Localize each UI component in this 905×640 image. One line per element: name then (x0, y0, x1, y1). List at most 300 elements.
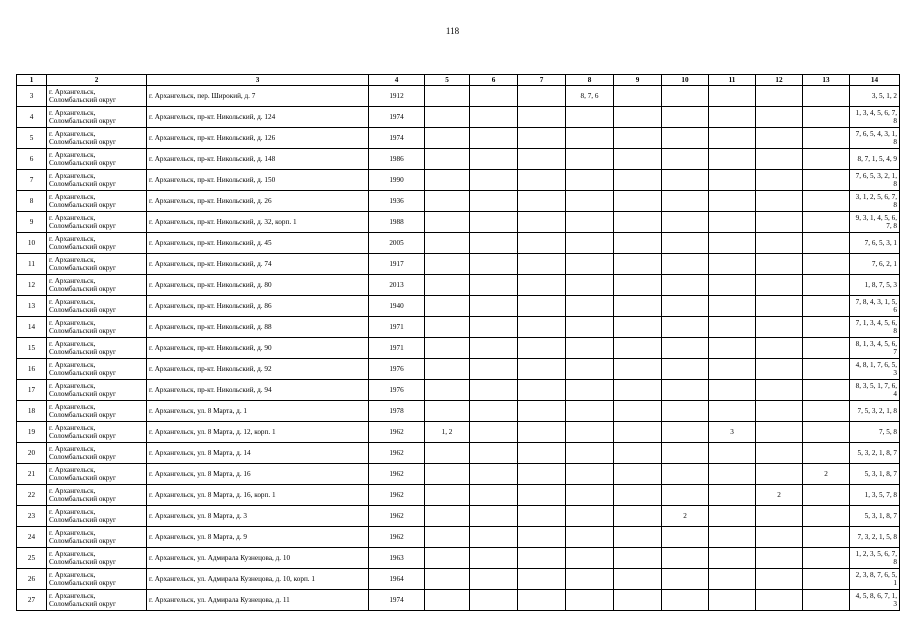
col11-cell (709, 170, 756, 191)
col7-cell (518, 443, 566, 464)
year-cell: 1912 (369, 86, 425, 107)
col7-cell (518, 422, 566, 443)
col13-cell: 2 (803, 464, 850, 485)
col12-cell (756, 380, 803, 401)
row-number-cell: 27 (17, 590, 47, 611)
year-cell: 2005 (369, 233, 425, 254)
col14-cell: 1, 3, 5, 7, 8 (850, 485, 900, 506)
address-cell: г. Архангельск, пр-кт. Никольский, д. 80 (147, 275, 369, 296)
col10-cell (662, 359, 709, 380)
table-row (17, 338, 900, 359)
col5-cell (425, 464, 470, 485)
table-row (17, 191, 900, 212)
col13-cell (803, 275, 850, 296)
table-row (17, 170, 900, 191)
col8-cell (566, 149, 614, 170)
col14-cell: 1, 2, 3, 5, 6, 7, 8 (850, 548, 900, 569)
col11-cell (709, 443, 756, 464)
col14-cell: 8, 3, 5, 1, 7, 6, 4 (850, 380, 900, 401)
table-row (17, 86, 900, 107)
col14-cell: 7, 6, 2, 1 (850, 254, 900, 275)
year-cell: 1978 (369, 401, 425, 422)
row-number-cell: 11 (17, 254, 47, 275)
col9-cell (614, 359, 662, 380)
col7-cell (518, 191, 566, 212)
year-cell: 1974 (369, 590, 425, 611)
col6-cell (470, 380, 518, 401)
col5-cell (425, 569, 470, 590)
col14-cell: 1, 3, 4, 5, 6, 7, 8 (850, 107, 900, 128)
col11-cell (709, 107, 756, 128)
col8-cell (566, 296, 614, 317)
col10-cell (662, 401, 709, 422)
col14-cell: 7, 8, 4, 3, 1, 5, 6 (850, 296, 900, 317)
col14-cell: 4, 5, 8, 6, 7, 1, 3 (850, 590, 900, 611)
col6-cell (470, 401, 518, 422)
col8-cell (566, 569, 614, 590)
col11-cell (709, 338, 756, 359)
col11-cell (709, 485, 756, 506)
col5-cell (425, 254, 470, 275)
col9-cell (614, 569, 662, 590)
column-header-14: 14 (850, 75, 900, 86)
col8-cell (566, 233, 614, 254)
col14-cell: 7, 6, 5, 3, 1 (850, 233, 900, 254)
col7-cell (518, 485, 566, 506)
col12-cell (756, 86, 803, 107)
col9-cell (614, 527, 662, 548)
table-row (17, 569, 900, 590)
col7-cell (518, 149, 566, 170)
district-cell: г. Архангельск, Соломбальский округ (47, 569, 147, 590)
col8-cell (566, 506, 614, 527)
col8-cell (566, 443, 614, 464)
district-cell: г. Архангельск, Соломбальский округ (47, 107, 147, 128)
col14-cell: 1, 8, 7, 5, 3 (850, 275, 900, 296)
col10-cell (662, 380, 709, 401)
col6-cell (470, 590, 518, 611)
row-number-cell: 25 (17, 548, 47, 569)
col14-cell: 8, 7, 1, 5, 4, 9 (850, 149, 900, 170)
district-cell: г. Архангельск, Соломбальский округ (47, 443, 147, 464)
row-number-cell: 5 (17, 128, 47, 149)
address-cell: г. Архангельск, ул. Адмирала Кузнецова, д. 10, корп. 1 (147, 569, 369, 590)
col12-cell (756, 422, 803, 443)
col13-cell (803, 86, 850, 107)
col12-cell (756, 212, 803, 233)
col9-cell (614, 422, 662, 443)
col6-cell (470, 296, 518, 317)
col8-cell (566, 548, 614, 569)
district-cell: г. Архангельск, Соломбальский округ (47, 149, 147, 170)
col13-cell (803, 485, 850, 506)
year-cell: 1974 (369, 107, 425, 128)
col7-cell (518, 569, 566, 590)
col10-cell (662, 464, 709, 485)
col13-cell (803, 401, 850, 422)
row-number-cell: 18 (17, 401, 47, 422)
row-number-cell: 23 (17, 506, 47, 527)
column-header-11: 11 (709, 75, 756, 86)
col12-cell (756, 296, 803, 317)
col5-cell (425, 149, 470, 170)
district-cell: г. Архангельск, Соломбальский округ (47, 464, 147, 485)
column-header-7: 7 (518, 75, 566, 86)
address-cell: г. Архангельск, пр-кт. Никольский, д. 90 (147, 338, 369, 359)
col11-cell (709, 548, 756, 569)
year-cell: 1962 (369, 485, 425, 506)
row-number-cell: 24 (17, 527, 47, 548)
col7-cell (518, 548, 566, 569)
col13-cell (803, 338, 850, 359)
col12-cell (756, 359, 803, 380)
table-row (17, 149, 900, 170)
row-number-cell: 21 (17, 464, 47, 485)
col11-cell (709, 254, 756, 275)
col5-cell (425, 590, 470, 611)
col9-cell (614, 548, 662, 569)
col13-cell (803, 380, 850, 401)
col7-cell (518, 212, 566, 233)
col14-cell: 9, 3, 1, 4, 5, 6, 7, 8 (850, 212, 900, 233)
col11-cell (709, 569, 756, 590)
col6-cell (470, 170, 518, 191)
col14-cell: 3, 5, 1, 2 (850, 86, 900, 107)
col9-cell (614, 191, 662, 212)
district-cell: г. Архангельск, Соломбальский округ (47, 359, 147, 380)
col12-cell (756, 443, 803, 464)
district-cell: г. Архангельск, Соломбальский округ (47, 191, 147, 212)
address-cell: г. Архангельск, ул. 8 Марта, д. 16, корп. 1 (147, 485, 369, 506)
col13-cell (803, 506, 850, 527)
register-table (16, 74, 900, 611)
district-cell: г. Архангельск, Соломбальский округ (47, 548, 147, 569)
col5-cell (425, 296, 470, 317)
col8-cell (566, 527, 614, 548)
col5-cell (425, 128, 470, 149)
table-row (17, 359, 900, 380)
col5-cell (425, 380, 470, 401)
col11-cell (709, 317, 756, 338)
address-cell: г. Архангельск, пр-кт. Никольский, д. 32, корп. 1 (147, 212, 369, 233)
col9-cell (614, 338, 662, 359)
column-header-5: 5 (425, 75, 470, 86)
year-cell: 1962 (369, 464, 425, 485)
col7-cell (518, 275, 566, 296)
row-number-cell: 12 (17, 275, 47, 296)
col12-cell (756, 191, 803, 212)
table-row (17, 506, 900, 527)
col7-cell (518, 506, 566, 527)
col11-cell (709, 128, 756, 149)
year-cell: 1962 (369, 527, 425, 548)
col10-cell (662, 569, 709, 590)
col7-cell (518, 128, 566, 149)
district-cell: г. Архангельск, Соломбальский округ (47, 422, 147, 443)
col5-cell (425, 86, 470, 107)
col13-cell (803, 149, 850, 170)
col5-cell (425, 317, 470, 338)
col10-cell (662, 86, 709, 107)
district-cell: г. Архангельск, Соломбальский округ (47, 485, 147, 506)
col12-cell (756, 149, 803, 170)
address-cell: г. Архангельск, пр-кт. Никольский, д. 94 (147, 380, 369, 401)
col8-cell (566, 380, 614, 401)
col13-cell (803, 359, 850, 380)
col12-cell: 2 (756, 485, 803, 506)
col6-cell (470, 506, 518, 527)
col9-cell (614, 233, 662, 254)
col11-cell (709, 212, 756, 233)
col7-cell (518, 590, 566, 611)
table-row (17, 401, 900, 422)
col7-cell (518, 401, 566, 422)
district-cell: г. Архангельск, Соломбальский округ (47, 506, 147, 527)
col13-cell (803, 212, 850, 233)
col8-cell (566, 275, 614, 296)
row-number-cell: 3 (17, 86, 47, 107)
district-cell: г. Архангельск, Соломбальский округ (47, 86, 147, 107)
year-cell: 1964 (369, 569, 425, 590)
address-cell: г. Архангельск, пр-кт. Никольский, д. 26 (147, 191, 369, 212)
col9-cell (614, 86, 662, 107)
table-row (17, 296, 900, 317)
address-cell: г. Архангельск, пр-кт. Никольский, д. 150 (147, 170, 369, 191)
col9-cell (614, 590, 662, 611)
row-number-cell: 10 (17, 233, 47, 254)
col9-cell (614, 317, 662, 338)
col11-cell (709, 296, 756, 317)
col12-cell (756, 317, 803, 338)
col5-cell: 1, 2 (425, 422, 470, 443)
col6-cell (470, 233, 518, 254)
row-number-cell: 20 (17, 443, 47, 464)
table-row (17, 212, 900, 233)
year-cell: 2013 (369, 275, 425, 296)
col5-cell (425, 233, 470, 254)
col10-cell (662, 170, 709, 191)
address-cell: г. Архангельск, ул. 8 Марта, д. 1 (147, 401, 369, 422)
col14-cell: 7, 5, 8 (850, 422, 900, 443)
col13-cell (803, 170, 850, 191)
col6-cell (470, 548, 518, 569)
col6-cell (470, 569, 518, 590)
col11-cell (709, 590, 756, 611)
column-header-10: 10 (662, 75, 709, 86)
col11-cell (709, 191, 756, 212)
col10-cell (662, 191, 709, 212)
column-header-13: 13 (803, 75, 850, 86)
col10-cell: 2 (662, 506, 709, 527)
col12-cell (756, 569, 803, 590)
col13-cell (803, 443, 850, 464)
col9-cell (614, 107, 662, 128)
year-cell: 1971 (369, 317, 425, 338)
col6-cell (470, 191, 518, 212)
col14-cell: 8, 1, 3, 4, 5, 6, 7 (850, 338, 900, 359)
table-row (17, 128, 900, 149)
col8-cell (566, 422, 614, 443)
district-cell: г. Архангельск, Соломбальский округ (47, 401, 147, 422)
col10-cell (662, 590, 709, 611)
col12-cell (756, 464, 803, 485)
col8-cell (566, 590, 614, 611)
col6-cell (470, 338, 518, 359)
col10-cell (662, 275, 709, 296)
col8-cell: 8, 7, 6 (566, 86, 614, 107)
col6-cell (470, 422, 518, 443)
col13-cell (803, 422, 850, 443)
col6-cell (470, 527, 518, 548)
col8-cell (566, 254, 614, 275)
year-cell: 1962 (369, 422, 425, 443)
header-row (17, 75, 900, 86)
col13-cell (803, 107, 850, 128)
col8-cell (566, 464, 614, 485)
column-header-9: 9 (614, 75, 662, 86)
col14-cell: 5, 3, 2, 1, 8, 7 (850, 443, 900, 464)
address-cell: г. Архангельск, пр-кт. Никольский, д. 88 (147, 317, 369, 338)
col8-cell (566, 338, 614, 359)
col7-cell (518, 527, 566, 548)
col14-cell: 7, 5, 3, 2, 1, 8 (850, 401, 900, 422)
col7-cell (518, 254, 566, 275)
col8-cell (566, 401, 614, 422)
table-row (17, 317, 900, 338)
column-header-6: 6 (470, 75, 518, 86)
row-number-cell: 22 (17, 485, 47, 506)
col5-cell (425, 548, 470, 569)
col14-cell: 3, 1, 2, 5, 6, 7, 8 (850, 191, 900, 212)
col6-cell (470, 317, 518, 338)
table-row (17, 527, 900, 548)
district-cell: г. Архангельск, Соломбальский округ (47, 317, 147, 338)
col8-cell (566, 128, 614, 149)
col7-cell (518, 464, 566, 485)
column-header-3: 3 (147, 75, 369, 86)
district-cell: г. Архангельск, Соломбальский округ (47, 170, 147, 191)
col11-cell (709, 149, 756, 170)
year-cell: 1936 (369, 191, 425, 212)
col10-cell (662, 422, 709, 443)
table-row (17, 590, 900, 611)
col7-cell (518, 317, 566, 338)
table-row (17, 422, 900, 443)
row-number-cell: 9 (17, 212, 47, 233)
col12-cell (756, 170, 803, 191)
col7-cell (518, 380, 566, 401)
address-cell: г. Архангельск, пр-кт. Никольский, д. 74 (147, 254, 369, 275)
address-cell: г. Архангельск, пр-кт. Никольский, д. 45 (147, 233, 369, 254)
col14-cell: 4, 8, 1, 7, 6, 5, 3 (850, 359, 900, 380)
row-number-cell: 26 (17, 569, 47, 590)
address-cell: г. Архангельск, ул. 8 Марта, д. 14 (147, 443, 369, 464)
col7-cell (518, 86, 566, 107)
col11-cell (709, 275, 756, 296)
address-cell: г. Архангельск, ул. Адмирала Кузнецова, д. 11 (147, 590, 369, 611)
address-cell: г. Архангельск, пер. Широкий, д. 7 (147, 86, 369, 107)
row-number-cell: 6 (17, 149, 47, 170)
address-cell: г. Архангельск, ул. 8 Марта, д. 12, корп. 1 (147, 422, 369, 443)
col5-cell (425, 485, 470, 506)
table-row (17, 443, 900, 464)
col9-cell (614, 128, 662, 149)
col5-cell (425, 212, 470, 233)
col6-cell (470, 107, 518, 128)
col11-cell (709, 401, 756, 422)
row-number-cell: 13 (17, 296, 47, 317)
col9-cell (614, 464, 662, 485)
col6-cell (470, 359, 518, 380)
col11-cell (709, 506, 756, 527)
col5-cell (425, 191, 470, 212)
col8-cell (566, 170, 614, 191)
col8-cell (566, 191, 614, 212)
row-number-cell: 7 (17, 170, 47, 191)
col12-cell (756, 338, 803, 359)
col5-cell (425, 506, 470, 527)
col9-cell (614, 212, 662, 233)
col10-cell (662, 128, 709, 149)
table-body (17, 86, 900, 611)
col10-cell (662, 149, 709, 170)
col5-cell (425, 443, 470, 464)
col13-cell (803, 296, 850, 317)
table-row (17, 380, 900, 401)
col11-cell (709, 464, 756, 485)
col12-cell (756, 506, 803, 527)
col9-cell (614, 296, 662, 317)
col10-cell (662, 254, 709, 275)
col9-cell (614, 149, 662, 170)
col14-cell: 7, 3, 2, 1, 5, 8 (850, 527, 900, 548)
district-cell: г. Архангельск, Соломбальский округ (47, 338, 147, 359)
col13-cell (803, 590, 850, 611)
year-cell: 1988 (369, 212, 425, 233)
year-cell: 1986 (369, 149, 425, 170)
col8-cell (566, 485, 614, 506)
district-cell: г. Архангельск, Соломбальский округ (47, 233, 147, 254)
col14-cell: 7, 6, 5, 3, 2, 1, 8 (850, 170, 900, 191)
col14-cell: 7, 6, 5, 4, 3, 1, 8 (850, 128, 900, 149)
year-cell: 1962 (369, 443, 425, 464)
row-number-cell: 4 (17, 107, 47, 128)
col9-cell (614, 275, 662, 296)
col6-cell (470, 128, 518, 149)
district-cell: г. Архангельск, Соломбальский округ (47, 212, 147, 233)
col14-cell: 2, 3, 8, 7, 6, 5, 1 (850, 569, 900, 590)
year-cell: 1963 (369, 548, 425, 569)
col11-cell (709, 527, 756, 548)
district-cell: г. Архангельск, Соломбальский округ (47, 527, 147, 548)
address-cell: г. Архангельск, ул. 8 Марта, д. 16 (147, 464, 369, 485)
column-header-8: 8 (566, 75, 614, 86)
col6-cell (470, 485, 518, 506)
col10-cell (662, 443, 709, 464)
table-row (17, 548, 900, 569)
district-cell: г. Архангельск, Соломбальский округ (47, 380, 147, 401)
col5-cell (425, 275, 470, 296)
col11-cell (709, 359, 756, 380)
page-number: 118 (445, 26, 460, 36)
col5-cell (425, 338, 470, 359)
col11-cell (709, 233, 756, 254)
col12-cell (756, 233, 803, 254)
address-cell: г. Архангельск, ул. 8 Марта, д. 3 (147, 506, 369, 527)
district-cell: г. Архангельск, Соломбальский округ (47, 590, 147, 611)
row-number-cell: 19 (17, 422, 47, 443)
column-header-4: 4 (369, 75, 425, 86)
